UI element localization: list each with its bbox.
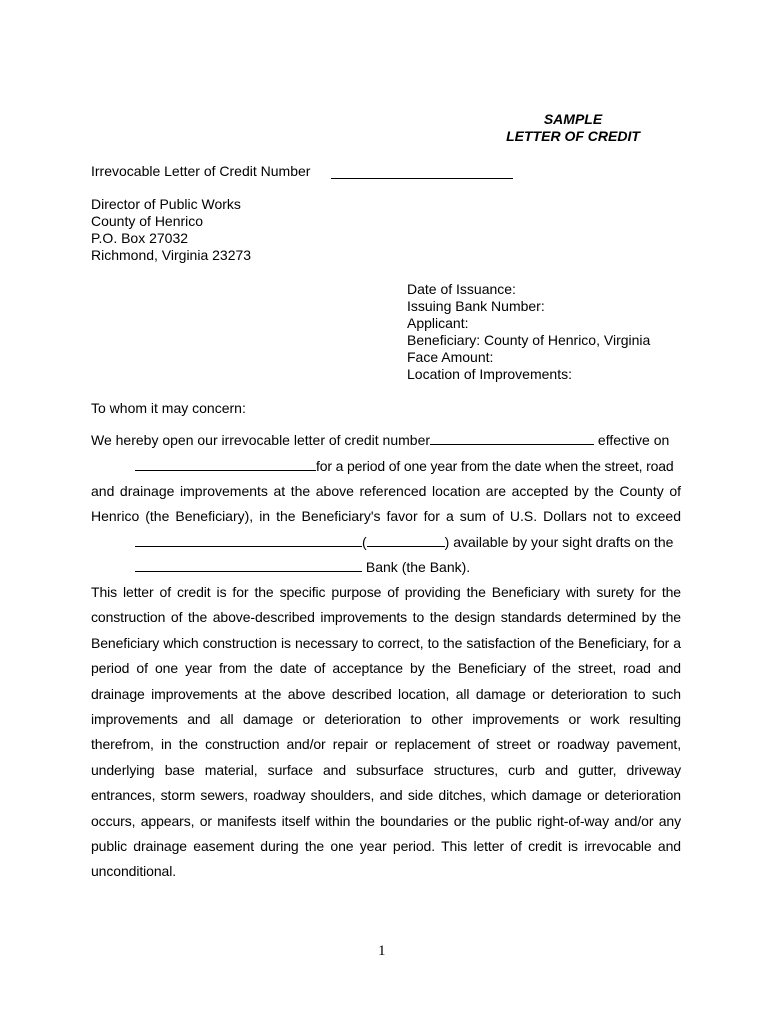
body-line-3: and drainage improvements at the above referenced location are accepted by the County of <box>91 483 681 499</box>
date-of-issuance: Date of Issuance: <box>407 281 516 297</box>
bank-name-blank <box>135 559 362 572</box>
details-block <box>407 281 650 383</box>
body-line-6-text: Bank (the Bank). <box>365 559 471 575</box>
body-line-1 <box>91 432 681 449</box>
credit-number-label: Irrevocable Letter of Credit Number <box>91 163 311 179</box>
body-line-1-text: We hereby open our irrevocable letter of credit number <box>91 432 431 448</box>
location-of-improvements: Location of Improvements: <box>407 366 572 382</box>
salutation: To whom it may concern: <box>91 400 246 416</box>
body-line-2-text: for a period of one year from the date when the street, road <box>316 458 674 474</box>
open-paren: ( <box>362 534 367 550</box>
credit-number-row <box>91 163 310 180</box>
addressee-block <box>91 196 251 264</box>
addressee-line-2: County of Henrico <box>91 213 204 229</box>
addressee-line-4: Richmond, Virginia 23273 <box>91 247 252 263</box>
title-sample: SAMPLE <box>543 111 603 127</box>
body-line-5 <box>91 534 681 551</box>
applicant: Applicant: <box>407 315 469 331</box>
body-line-6 <box>91 559 681 576</box>
purpose-paragraph: This letter of credit is for the specific purpose of providing the Beneficiary with surety for the construction of the above-described improvements to the design standards determined by the Beneficiary which construction is necessary to correct, to the satisfaction of the Beneficiary, for a period of one year from the date of acceptance by the Beneficiary of the street, road and drainage improvements at the above described location, all damage or deterioration to such improvements and all damage or deterioration to other improvements or work resulting therefrom, in the construction and/or repair or replacement of street or roadway pavement, underlying base material, surface and subsurface structures, curb and gutter, driveway entrances, storm sewers, roadway shoulders, and side ditches, which damage or deterioration occurs, appears, or manifests itself within the boundaries or the public right-of-way and/or any public drainage easement during the one year period. This letter of credit is irrevocable and unconditional. <box>91 584 681 880</box>
credit-number-blank <box>331 178 513 179</box>
amount-words-blank <box>135 534 362 547</box>
face-amount: Face Amount: <box>407 349 494 365</box>
addressee-line-1: Director of Public Works <box>91 196 241 212</box>
effective-date-blank <box>135 458 316 471</box>
beneficiary: Beneficiary: County of Henrico, Virginia <box>407 332 651 348</box>
issuing-bank-number: Issuing Bank Number: <box>407 298 545 314</box>
page-number: 1 <box>378 943 386 959</box>
body-line-1-effective: effective on <box>597 432 670 448</box>
body-line-5-text: ) available by your sight drafts on the <box>444 534 674 550</box>
addressee-line-3: P.O. Box 27032 <box>91 230 189 246</box>
amount-figures-blank <box>367 534 445 547</box>
credit-number-blank-2 <box>430 432 594 445</box>
body-line-2 <box>91 458 681 475</box>
document-title <box>423 111 723 145</box>
title-letter-of-credit: LETTER OF CREDIT <box>506 128 640 144</box>
body-line-4: Henrico (the Beneficiary), in the Beneficiary's favor for a sum of U.S. Dollars not to exceed <box>91 508 681 524</box>
